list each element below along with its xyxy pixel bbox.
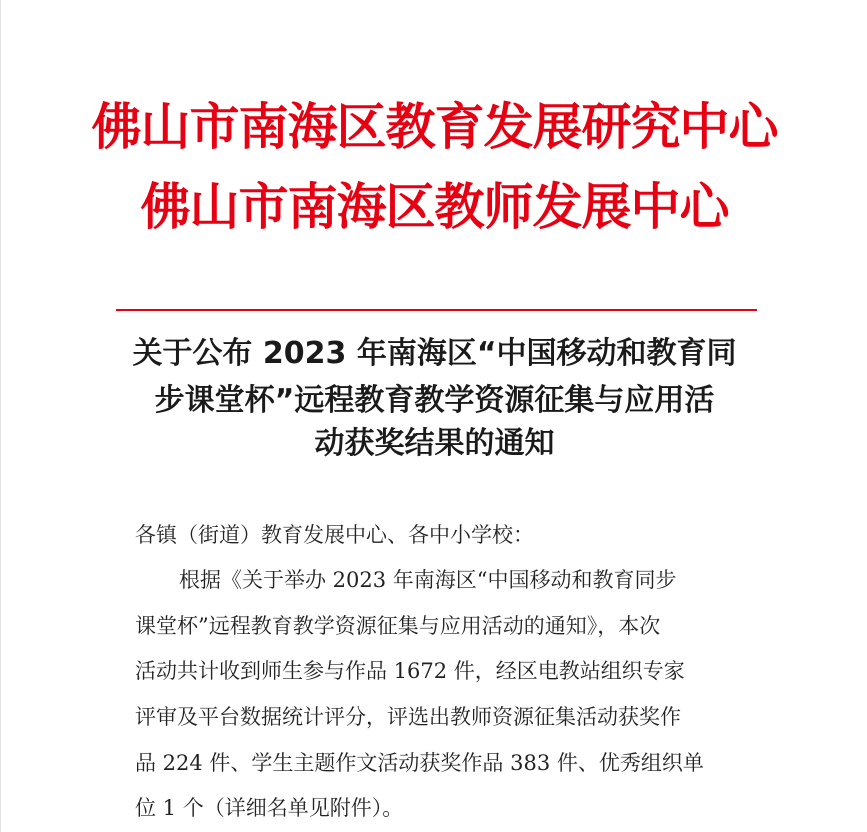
org-name-line-2: 佛山市南海区教师发展中心 bbox=[140, 177, 729, 236]
paragraph-line: 活动共计收到师生参与作品 1672 件，经区电教站组织专家 bbox=[135, 659, 685, 683]
paragraph-line: 位 1 个（详细名单见附件）。 bbox=[135, 796, 404, 820]
salutation: 各镇（街道）教育发展中心、各中小学校： bbox=[135, 523, 534, 547]
document-title-line-3: 动获奖结果的通知 bbox=[314, 426, 555, 461]
document-title-line-1: 关于公布 2023 年南海区“中国移动和教育同 bbox=[132, 336, 737, 371]
paragraph-line: 根据《关于举办 2023 年南海区“中国移动和教育同步 bbox=[179, 568, 677, 592]
org-name-line-1: 佛山市南海区教育发展研究中心 bbox=[91, 97, 778, 156]
document-title-line-2: 步课堂杯”远程教育教学资源征集与应用活 bbox=[154, 383, 715, 418]
red-divider-line bbox=[116, 309, 757, 311]
paragraph-line: 评审及平台数据统计评分，评选出教师资源征集活动获奖作 bbox=[135, 705, 681, 729]
paragraph-line: 品 224 件、学生主题作文活动获奖作品 383 件、优秀组织单 bbox=[135, 751, 704, 775]
paragraph-line: 课堂杯”远程教育教学资源征集与应用活动的通知》，本次 bbox=[135, 614, 661, 638]
